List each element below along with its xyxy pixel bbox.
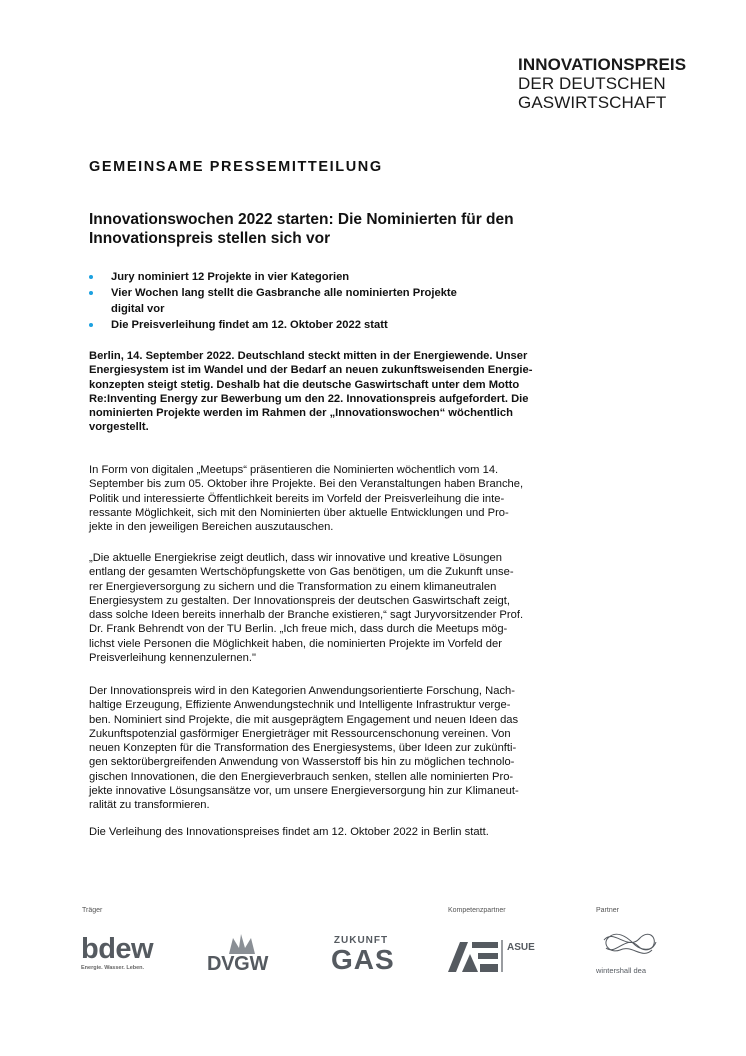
- text-line: September bis zum 05. Oktober ihre Projekte. Bei den Veranstaltungen haben Branche,: [89, 478, 524, 491]
- text-line: gischen Innovationen, die den Energieverbrauch senken, stellen alle nominierten Pro-: [89, 770, 514, 783]
- headline-line: Innovationspreis stellen sich vor: [89, 230, 331, 247]
- body-paragraph-4: [89, 825, 591, 839]
- text-line: Re:Inventing Energy zur Bewerbung um den 22. Innovationspreis aufgefordert. Die: [89, 392, 529, 405]
- text-line: konzepten steigt stetig. Deshalb hat die deutsche Gaswirtschaft unter dem Motto: [89, 378, 520, 391]
- text-line: nominierten Projekte werden im Rahmen der „Innovationswochen“ wöchentlich: [89, 407, 513, 420]
- body-paragraph-1: [89, 463, 591, 534]
- footer-label-partner: Partner: [596, 907, 619, 914]
- text-line: haltige Erzeugung, Effiziente Anwendungstechnik und Intelligente Infrastruktur verge-: [89, 699, 511, 712]
- asue-logo-word: ASUE: [507, 942, 535, 953]
- text-line: Der Innovationspreis wird in den Kategorien Anwendungsorientierte Forschung, Nach-: [89, 685, 515, 697]
- key-point: [89, 317, 559, 333]
- text-line: In Form von digitalen „Meetups“ präsentieren die Nominierten wöchentlich vom 14.: [89, 464, 499, 476]
- headline-line: Innovationswochen 2022 starten: Die Nominierten für den: [89, 211, 514, 228]
- dvgw-logo-word: DVGW: [207, 953, 269, 975]
- lead-paragraph: [89, 349, 591, 435]
- brand-line-1: INNOVATIONSPREIS: [518, 55, 687, 74]
- text-line: Zukunftspotenzial gasförmiger Energieträger mit Ressourcenschonung vereinen. Von: [89, 727, 511, 740]
- bullet-icon: [89, 291, 93, 295]
- footer-label-traeger: Träger: [82, 907, 103, 914]
- zukunft-gas-logo-top: ZUKUNFT: [333, 935, 389, 946]
- zukunft-gas-logo: [331, 935, 395, 975]
- body-paragraph-3: [89, 684, 591, 813]
- text-line: rer Energieversorgung zu sichern und die Transformation zu einem klimaneutralen: [89, 580, 497, 593]
- text-line: Energiesystem zu gestalten. Der Innovationspreis der deutschen Gaswirtschaft zeigt,: [89, 594, 510, 607]
- brand-line-2: DER DEUTSCHEN: [518, 74, 666, 93]
- zukunft-gas-logo-big: GAS: [331, 944, 395, 975]
- text-line: gen sektorübergreifenden Anwendung von Wasserstoff bis hin zu möglichen technolo-: [89, 756, 515, 769]
- brand-line-3: GASWIRTSCHAFT: [518, 93, 667, 112]
- document-label: GEMEINSAME PRESSEMITTEILUNG: [89, 159, 383, 175]
- key-point-text: digital vor: [111, 303, 165, 315]
- text-line: Dr. Frank Behrendt von der TU Berlin. „Ich freue mich, dass durch die Meetups mög-: [89, 623, 508, 636]
- text-line: „Die aktuelle Energiekrise zeigt deutlich, dass wir innovative und kreative Lösungen: [89, 552, 502, 564]
- key-point-text: Vier Wochen lang stellt die Gasbranche alle nominierten Projekte: [111, 287, 457, 299]
- bullet-icon: [89, 275, 93, 279]
- bdew-logo-tagline: Energie. Wasser. Leben.: [81, 965, 145, 971]
- text-line: Berlin, 14. September 2022. Deutschland steckt mitten in der Energiewende. Unser: [89, 350, 528, 362]
- key-point: [89, 269, 559, 285]
- text-line: jekte in den jeweiligen Bereichen auszutauschen.: [89, 521, 334, 534]
- key-point-text: Die Preisverleihung findet am 12. Oktober 2022 statt: [111, 319, 388, 331]
- text-line: vorgestellt.: [89, 421, 149, 434]
- body-paragraph-2: [89, 551, 591, 665]
- wintershall-dea-logo-word: wintershall dea: [596, 966, 647, 975]
- brand-logo: [518, 55, 686, 112]
- text-line: dass solche Ideen bereits innerhalb der Branche existieren,“ sagt Juryvorsitzender Prof.: [89, 609, 524, 622]
- key-point: [89, 285, 559, 317]
- key-points-list: [89, 269, 559, 333]
- asue-mark-icon: [448, 940, 504, 972]
- text-line: Politik und interessierte Öffentlichkeit bereits im Vorfeld der Preisverleihung die inte-: [89, 492, 505, 505]
- bdew-logo-word: bdew: [81, 933, 154, 965]
- text-line: ressante Möglichkeit, sich mit den Nominierten über aktuelle Entwicklungen und Pro-: [89, 506, 509, 519]
- text-line: Energiesystem ist im Wandel und der Bedarf an neuen zukunftsweisenden Energie-: [89, 364, 533, 377]
- text-line: ralität zu transformieren.: [89, 799, 210, 812]
- text-line: Die Verleihung des Innovationspreises findet am 12. Oktober 2022 in Berlin statt.: [89, 826, 489, 838]
- text-line: lichst viele Personen die Möglichkeit haben, die nominierten Projekte im Vorfeld der: [89, 637, 502, 650]
- wintershall-knot-icon: [598, 926, 660, 964]
- headline: [89, 210, 609, 248]
- bullet-icon: [89, 323, 93, 327]
- footer-label-kompetenzpartner: Kompetenzpartner: [448, 907, 506, 914]
- text-line: neuen Konzepten für die Transformation des Energiesystems, über Ideen zur zukünfti-: [89, 742, 517, 755]
- key-point-text: Jury nominiert 12 Projekte in vier Kategorien: [111, 271, 350, 283]
- text-line: ben. Nominiert sind Projekte, die mit ausgeprägtem Engagement und neuen Ideen das: [89, 713, 519, 726]
- text-line: jekte innovative Lösungsansätze vor, um unsere Energieversorgung hin zur Klimaneut-: [89, 785, 519, 798]
- text-line: Preisverleihung kennenzulernen.": [89, 652, 256, 665]
- text-line: entlang der gesamten Wertschöpfungskette von Gas benötigen, um die Zukunft unse-: [89, 566, 514, 579]
- bdew-logo: [81, 934, 153, 971]
